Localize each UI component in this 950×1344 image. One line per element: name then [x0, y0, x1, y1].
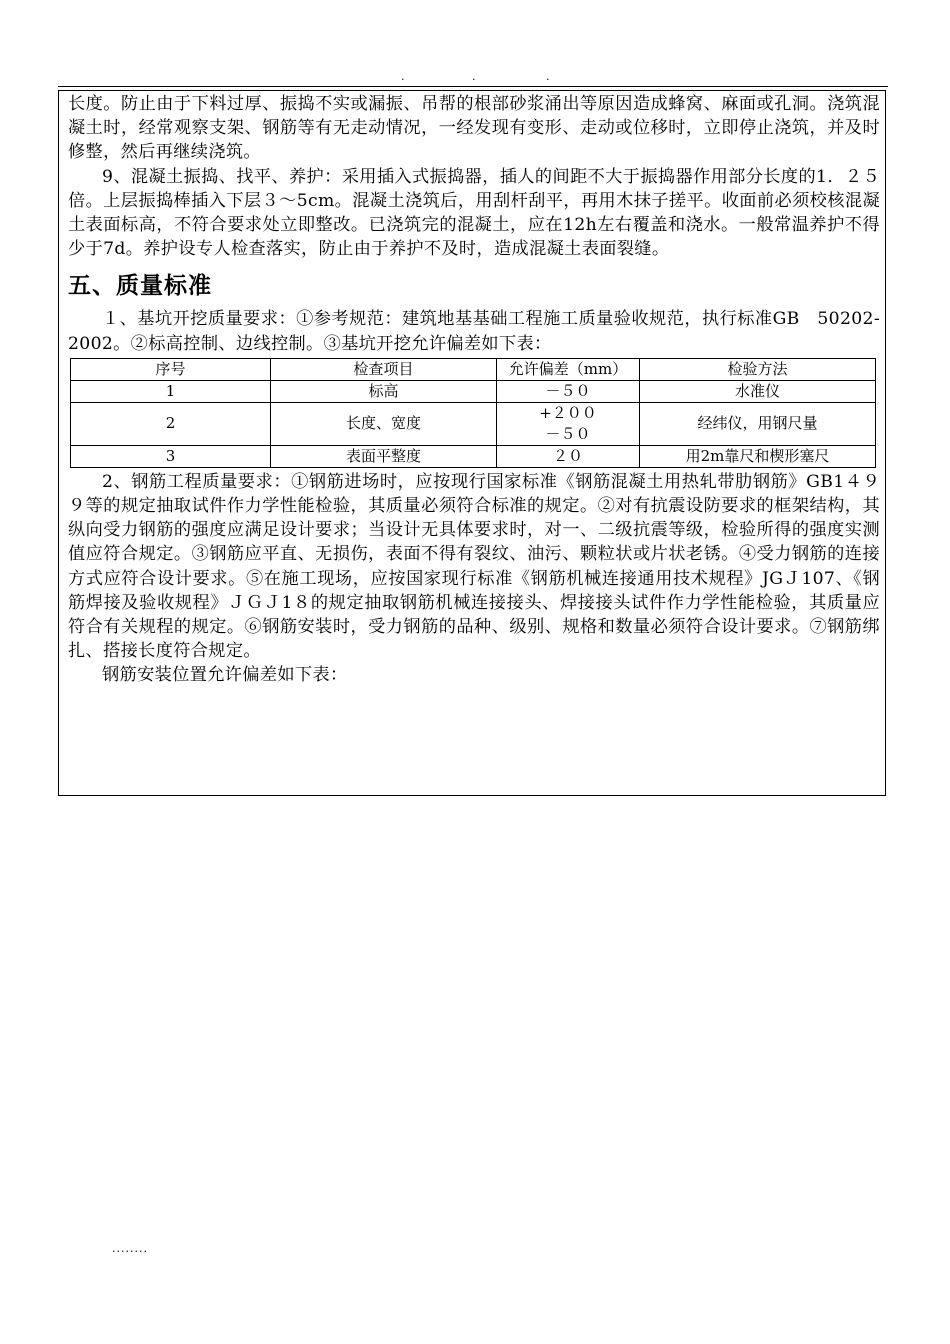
- table-row: [71, 445, 876, 467]
- table-cell-method: 经纬仪，用钢尺量: [640, 402, 876, 445]
- document-body: [68, 92, 880, 688]
- table-header-cell: 检验方法: [640, 358, 876, 380]
- header-dot: .: [546, 70, 550, 83]
- table-cell-item: 表面平整度: [271, 445, 497, 467]
- table-header-row: [71, 358, 876, 380]
- header-dot: .: [401, 70, 405, 83]
- header-rule: [58, 86, 888, 87]
- deviation-upper: +２００: [539, 403, 597, 422]
- table-cell-deviation: [497, 402, 640, 445]
- table-header-cell: 允许偏差（mm）: [497, 358, 640, 380]
- paragraph-rebar-quality: 2、钢筋工程质量要求：①钢筋进场时，应按现行国家标准《钢筋混凝土用热轧带肋钢筋》GB1４９９等的规定抽取试件作力学性能检验，其质量必须符合标准的规定。②对有抗震设防要求的框架结构，其纵向受力钢筋的强度应满足设计要求；当设计无具体要求时，对一、二级抗震等级，检验所得的强度实测值应符合规定。③钢筋应平直、无损伤，表面不得有裂纹、油污、颗粒状或片状老锈。④受力钢筋的连接方式应符合设计要求。⑤在施工现场，应按国家现行标准《钢筋机械连接通用技术规程》JGＪ107、《钢筋焊接及验收规程》ＪＧＪ1８的规定抽取钢筋机械连接接头、焊接接头试件作力学性能检验，其质量应符合有关规程的规定。⑥钢筋安装时，受力钢筋的品种、级别、规格和数量必须符合设计要求。⑦钢筋绑扎、搭接长度符合规定。: [68, 471, 880, 662]
- table-header-cell: 序号: [71, 358, 271, 380]
- paragraph-excavation: １、基坑开挖质量要求：①参考规范：建筑地基基础工程施工质量验收规范，执行标准GB 50202-2002。②标高控制、边线控制。③基坑开挖允许偏差如下表：: [68, 309, 880, 354]
- table-row: [71, 402, 876, 445]
- header-dot: .: [472, 70, 476, 83]
- table-cell-deviation: －５０: [497, 380, 640, 402]
- paragraph-rebar-tolerance-intro: 钢筋安装位置允许偏差如下表：: [102, 665, 348, 686]
- table-cell-method: 用2m靠尺和楔形塞尺: [640, 445, 876, 467]
- table-cell-deviation: ２０: [497, 445, 640, 467]
- table-cell-no: 3: [71, 445, 271, 467]
- footer-dots: ........: [112, 1242, 148, 1255]
- paragraph-continuation: 长度。防止由于下料过厚、振捣不实或漏振、吊帮的根部砂浆涌出等原因造成蜂窝、麻面或孔洞。浇筑混凝土时，经常观察支架、钢筋等有无走动情况，一经发现有变形、走动或位移时，立即停止浇筑，并及时修整，然后再继续浇筑。: [68, 94, 880, 163]
- deviation-lower: －５０: [545, 424, 591, 443]
- section-title: 五、质量标准: [68, 273, 212, 300]
- table-cell-no: 2: [71, 402, 271, 445]
- header-dots: [0, 72, 950, 82]
- table-cell-item: 标高: [271, 380, 497, 402]
- table-row: [71, 380, 876, 402]
- table-header-cell: 检查项目: [271, 358, 497, 380]
- table-cell-method: 水准仪: [640, 380, 876, 402]
- paragraph-concrete-vibrating: 9、混凝土振捣、找平、养护：采用插入式振捣器，插人的间距不大于振捣器作用部分长度的1．２５倍。上层振捣棒插入下层３～5cm。混凝土浇筑后，用刮杆刮平，再用木抹子搓平。收面前必须校核混凝土表面标高，不符合要求处立即整改。已浇筑完的混凝土，应在12h左右覆盖和浇水。一般常温养护不得少于7d。养护设专人检查落实，防止由于养护不及时，造成混凝土表面裂缝。: [68, 166, 880, 260]
- excavation-tolerance-table: [70, 358, 876, 468]
- table-cell-no: 1: [71, 380, 271, 402]
- table-cell-item: 长度、宽度: [271, 402, 497, 445]
